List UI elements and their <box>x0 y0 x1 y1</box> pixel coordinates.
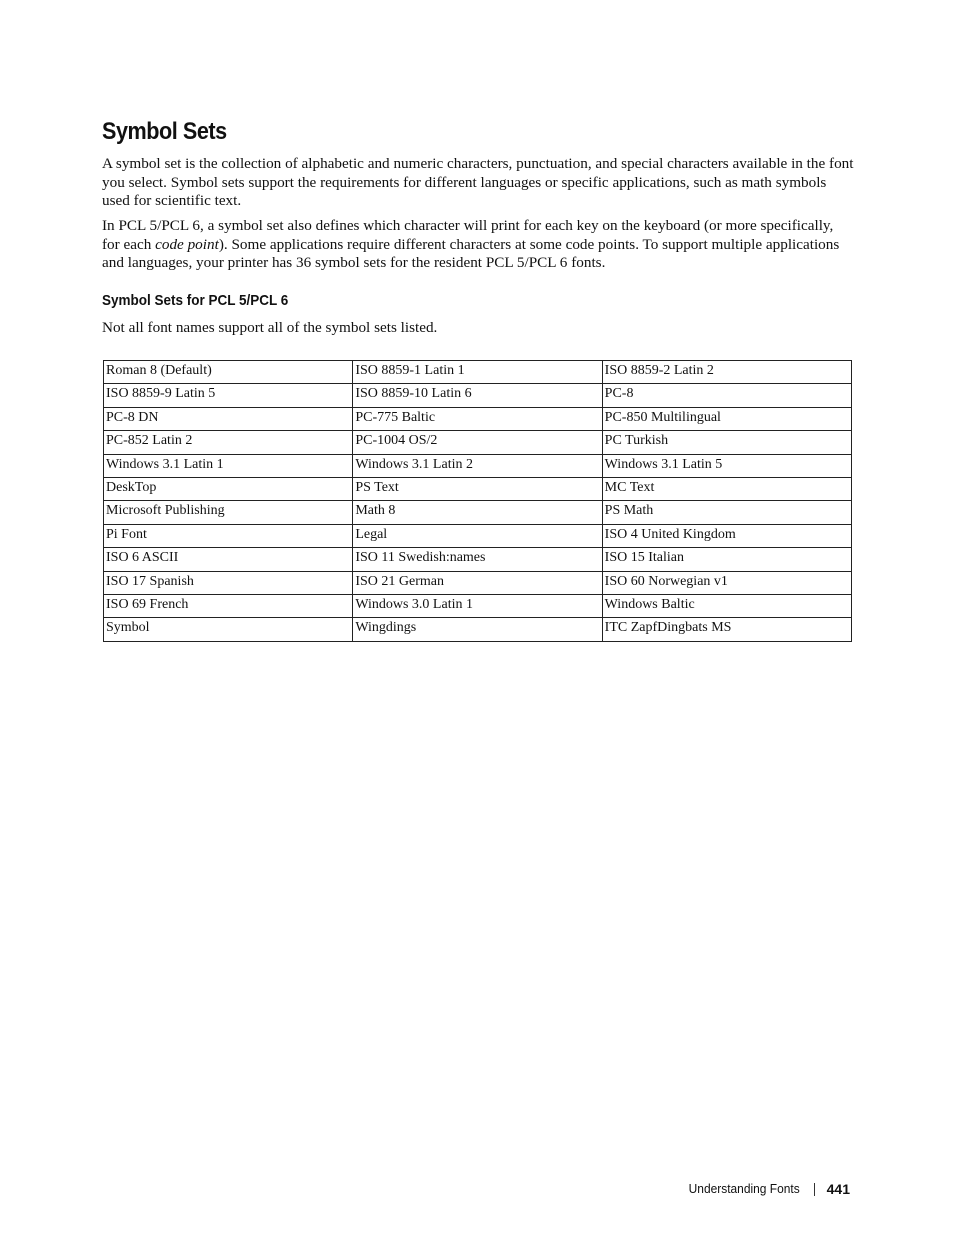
table-cell: ISO 60 Norwegian v1 <box>602 571 851 594</box>
table-cell: ISO 21 German <box>353 571 602 594</box>
table-row <box>104 501 852 524</box>
table-cell: ISO 4 United Kingdom <box>602 524 851 547</box>
table-cell: MC Text <box>602 477 851 500</box>
table-cell: PS Text <box>353 477 602 500</box>
page-footer <box>679 1180 850 1198</box>
table-cell: Math 8 <box>353 501 602 524</box>
table-cell: ISO 15 Italian <box>602 548 851 571</box>
table-row <box>104 454 852 477</box>
code-point-term: code point <box>155 235 219 253</box>
table-cell: Pi Font <box>104 524 353 547</box>
intro-paragraph-1: A symbol set is the collection of alphabetic and numeric characters, punctuation, and special characters available in the font you select. Symbol sets support the requirements for different languages or specific applications, such as math symbols used for scientific text. <box>102 155 854 209</box>
section-note: Not all font names support all of the symbol sets listed. <box>102 319 438 336</box>
table-cell: ISO 8859-10 Latin 6 <box>353 384 602 407</box>
table-cell: PC-8 <box>602 384 851 407</box>
page-number: 441 <box>826 1181 850 1197</box>
table-cell: PC-775 Baltic <box>353 407 602 430</box>
table-row <box>104 524 852 547</box>
table-cell: PS Math <box>602 501 851 524</box>
table-cell: Roman 8 (Default) <box>104 361 353 384</box>
table-cell: Legal <box>353 524 602 547</box>
table-cell: ITC ZapfDingbats MS <box>602 618 851 641</box>
table-cell: Windows 3.1 Latin 5 <box>602 454 851 477</box>
table-cell: PC-1004 OS/2 <box>353 431 602 454</box>
table-cell: Microsoft Publishing <box>104 501 353 524</box>
footer-divider <box>814 1183 815 1196</box>
table-cell: DeskTop <box>104 477 353 500</box>
table-cell: PC-8 DN <box>104 407 353 430</box>
symbol-sets-table <box>103 360 852 642</box>
table-cell: Symbol <box>104 618 353 641</box>
table-cell: Windows 3.1 Latin 2 <box>353 454 602 477</box>
table-cell: ISO 69 French <box>104 594 353 617</box>
page-title: Symbol Sets <box>102 118 227 145</box>
table-row <box>104 384 852 407</box>
table-cell: Windows 3.0 Latin 1 <box>353 594 602 617</box>
table-row <box>104 361 852 384</box>
table-cell: Windows 3.1 Latin 1 <box>104 454 353 477</box>
footer-section-name: Understanding Fonts <box>688 1181 800 1196</box>
table-cell: ISO 11 Swedish:names <box>353 548 602 571</box>
table-row <box>104 407 852 430</box>
table-cell: ISO 8859-2 Latin 2 <box>602 361 851 384</box>
table-cell: PC-852 Latin 2 <box>104 431 353 454</box>
table-row <box>104 618 852 641</box>
intro-paragraph-2-text-after: ). Some applications require different characters at some code points. To support multiple applications and languages, your printer has 36 symbol sets for the resident PCL 5/PCL 6 fonts. <box>102 235 840 271</box>
intro-paragraph-2 <box>102 217 854 273</box>
table-cell: ISO 6 ASCII <box>104 548 353 571</box>
table-row <box>104 477 852 500</box>
table-row <box>104 594 852 617</box>
table-cell: ISO 17 Spanish <box>104 571 353 594</box>
section-heading: Symbol Sets for PCL 5/PCL 6 <box>102 292 289 309</box>
table-row <box>104 548 852 571</box>
table-cell: ISO 8859-9 Latin 5 <box>104 384 353 407</box>
intro-paragraph-2-text-before: In PCL 5/PCL 6, a symbol set also defines which character will print for each key on the keyboard (or more specifically, for each <box>102 217 834 253</box>
table-row <box>104 571 852 594</box>
table-cell: PC Turkish <box>602 431 851 454</box>
table-row <box>104 431 852 454</box>
table-cell: ISO 8859-1 Latin 1 <box>353 361 602 384</box>
table-cell: Windows Baltic <box>602 594 851 617</box>
table-cell: Wingdings <box>353 618 602 641</box>
table-cell: PC-850 Multilingual <box>602 407 851 430</box>
